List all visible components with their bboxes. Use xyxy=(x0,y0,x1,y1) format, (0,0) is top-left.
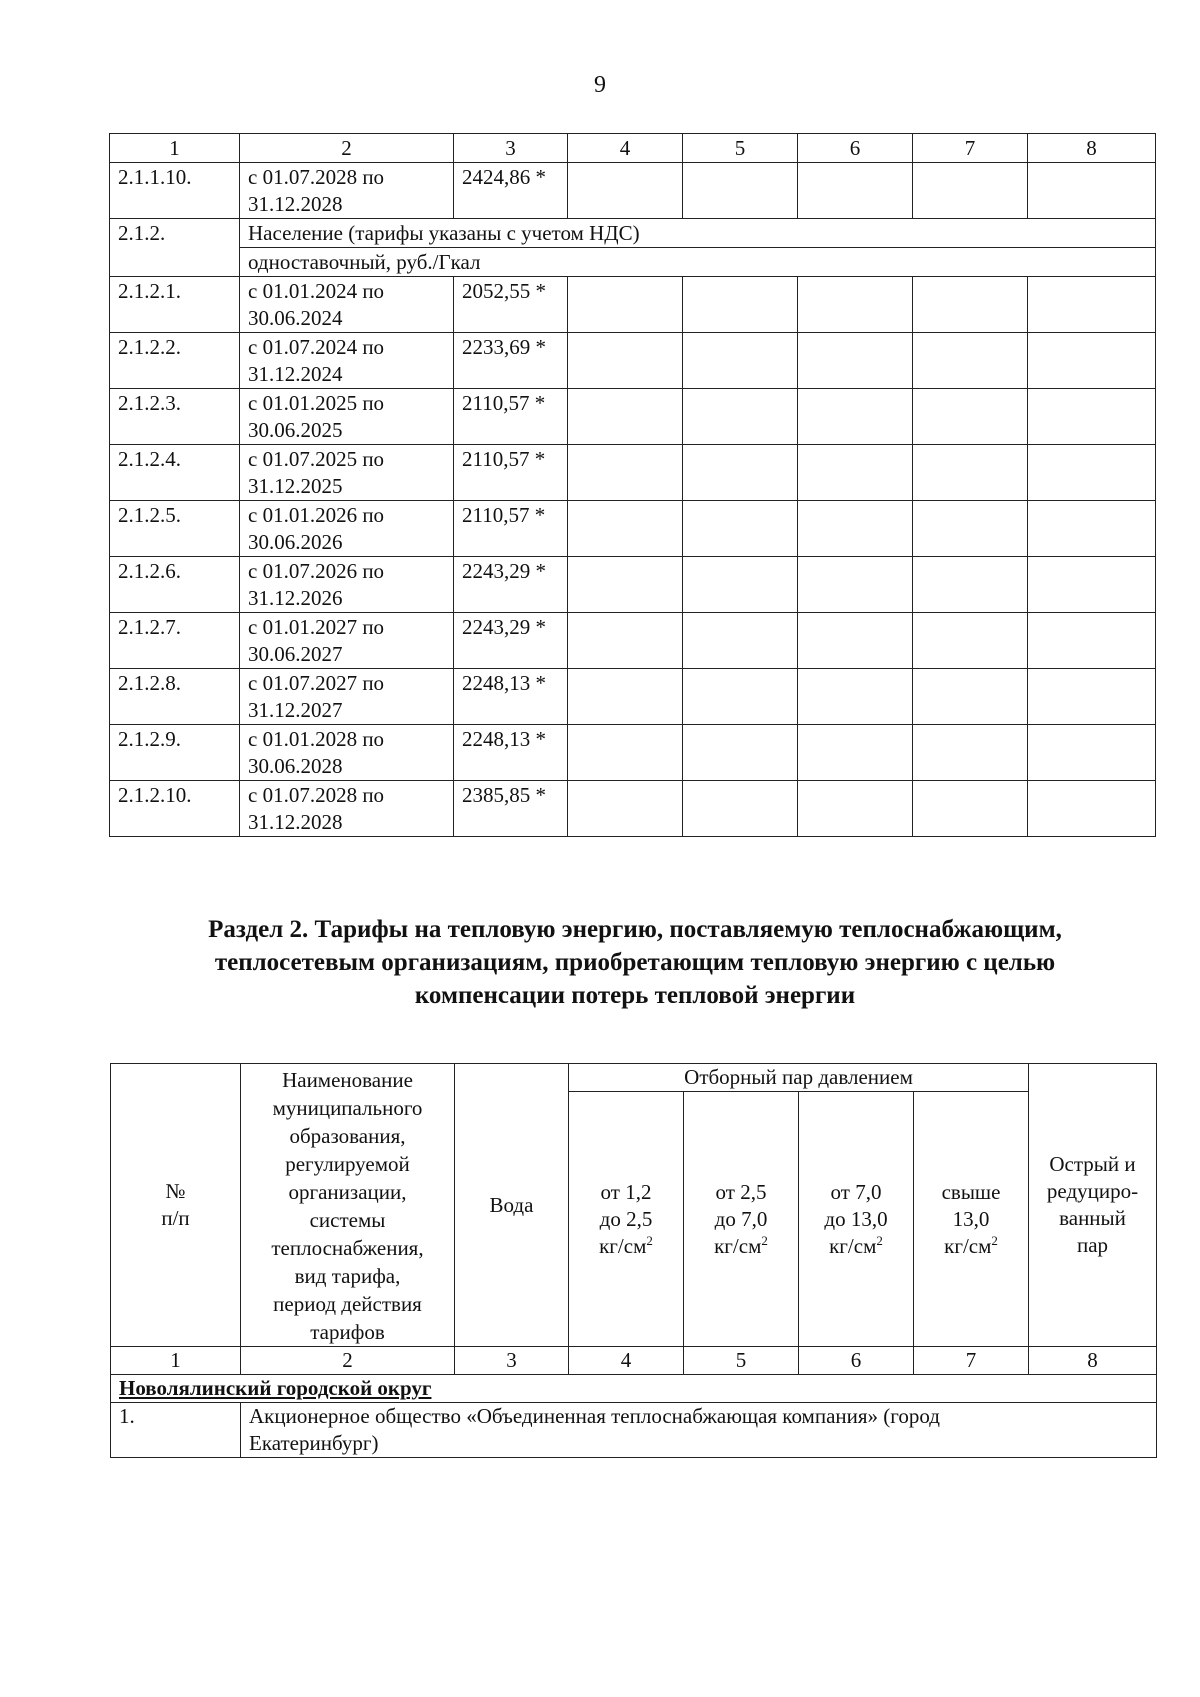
header-steam-4: свыше 13,0 $кг/см^2$ xyxy=(914,1092,1029,1347)
empty-cell xyxy=(683,501,798,557)
header-row-1 xyxy=(111,1064,1157,1092)
column-number: 8 xyxy=(1029,1347,1157,1375)
row-number: 2.1.2.2. xyxy=(110,333,240,389)
column-number: 5 xyxy=(683,134,798,163)
organization-name: Акционерное общество «Объединенная теплоснабжающая компания» (город Екатеринбург) xyxy=(241,1403,1157,1458)
table-row xyxy=(110,277,1156,333)
empty-cell xyxy=(798,389,913,445)
empty-cell xyxy=(798,613,913,669)
column-number: 8 xyxy=(1028,134,1156,163)
column-number: 5 xyxy=(684,1347,799,1375)
empty-cell xyxy=(913,613,1028,669)
header-steam-2: от 2,5 до 7,0 $кг/см^2$ xyxy=(684,1092,799,1347)
period-cell: с 01.07.2027 по 31.12.2027 xyxy=(240,669,454,725)
section-row xyxy=(110,219,1156,248)
row-number: 2.1.2.1. xyxy=(110,277,240,333)
empty-cell xyxy=(568,557,683,613)
column-number: 7 xyxy=(914,1347,1029,1375)
page-number: 9 xyxy=(594,72,606,98)
table-row xyxy=(110,501,1156,557)
tariff-type-row xyxy=(110,248,1156,277)
empty-cell xyxy=(568,333,683,389)
municipality-name: Новолялинский городской округ xyxy=(111,1375,1157,1403)
empty-cell xyxy=(683,445,798,501)
organization-row xyxy=(111,1403,1157,1458)
water-tariff-value: 2243,29 * xyxy=(454,613,568,669)
empty-cell xyxy=(913,557,1028,613)
header-name: Наименование муниципального образования, регулируемой организации, системы теплоснабжения, вид тарифа, период действия тарифов xyxy=(241,1064,455,1347)
water-tariff-value: 2248,13 * xyxy=(454,725,568,781)
row-number: 2.1.2.4. xyxy=(110,445,240,501)
header-steam-group: Отборный пар давлением xyxy=(569,1064,1029,1092)
empty-cell xyxy=(568,501,683,557)
table-row xyxy=(110,389,1156,445)
table-row xyxy=(110,333,1156,389)
water-tariff-value: 2248,13 * xyxy=(454,669,568,725)
column-number-row xyxy=(111,1347,1157,1375)
section-2-table xyxy=(110,1063,1157,1458)
section-2-heading: Раздел 2. Тарифы на тепловую энергию, поставляемую теплоснабжающим, теплосетевым организациям, приобретающим тепловую энергию с целью компенсации потерь тепловой энергии xyxy=(208,916,1062,1009)
table-row xyxy=(110,725,1156,781)
water-tariff-value: 2233,69 * xyxy=(454,333,568,389)
row-number: 2.1.2.10. xyxy=(110,781,240,837)
row-number: 2.1.2.8. xyxy=(110,669,240,725)
empty-cell xyxy=(798,781,913,837)
column-number: 6 xyxy=(799,1347,914,1375)
water-tariff-value: 2110,57 * xyxy=(454,501,568,557)
period-cell: с 01.07.2026 по 31.12.2026 xyxy=(240,557,454,613)
empty-cell xyxy=(568,669,683,725)
column-number: 7 xyxy=(913,134,1028,163)
empty-cell xyxy=(568,389,683,445)
empty-cell xyxy=(683,669,798,725)
row-number: 2.1.2.3. xyxy=(110,389,240,445)
empty-cell xyxy=(913,669,1028,725)
empty-cell xyxy=(913,781,1028,837)
empty-cell xyxy=(1028,389,1156,445)
empty-cell xyxy=(683,781,798,837)
empty-cell xyxy=(1028,333,1156,389)
row-number: 2.1.2.5. xyxy=(110,501,240,557)
tariff-type: одноставочный, руб./Гкал xyxy=(240,248,1156,277)
column-number-row xyxy=(110,134,1156,163)
water-tariff-value: 2110,57 * xyxy=(454,389,568,445)
column-number: 3 xyxy=(455,1347,569,1375)
header-live-steam: Острый и редуциро- ванный пар xyxy=(1029,1064,1157,1347)
empty-cell xyxy=(683,557,798,613)
empty-cell xyxy=(1028,613,1156,669)
period-cell: с 01.01.2028 по 30.06.2028 xyxy=(240,725,454,781)
empty-cell xyxy=(1028,501,1156,557)
period-cell: с 01.07.2025 по 31.12.2025 xyxy=(240,445,454,501)
empty-cell xyxy=(683,613,798,669)
empty-cell xyxy=(1028,445,1156,501)
table-row xyxy=(110,445,1156,501)
period-cell: с 01.07.2028 по 31.12.2028 xyxy=(240,781,454,837)
period-cell: с 01.07.2028 по 31.12.2028 xyxy=(240,163,454,219)
period-cell: с 01.07.2024 по 31.12.2024 xyxy=(240,333,454,389)
empty-cell xyxy=(913,389,1028,445)
header-steam-3: от 7,0 до 13,0 $кг/см^2$ xyxy=(799,1092,914,1347)
empty-cell xyxy=(568,445,683,501)
water-tariff-value: 2243,29 * xyxy=(454,557,568,613)
column-number: 4 xyxy=(569,1347,684,1375)
empty-cell xyxy=(1028,557,1156,613)
empty-cell xyxy=(683,277,798,333)
row-number: 2.1.1.10. xyxy=(110,163,240,219)
row-number: 2.1.2.7. xyxy=(110,613,240,669)
column-number: 6 xyxy=(798,134,913,163)
period-cell: с 01.01.2024 по 30.06.2024 xyxy=(240,277,454,333)
table-row xyxy=(110,613,1156,669)
empty-cell xyxy=(1028,725,1156,781)
period-cell: с 01.01.2025 по 30.06.2025 xyxy=(240,389,454,445)
empty-cell xyxy=(798,557,913,613)
empty-cell xyxy=(568,725,683,781)
empty-cell xyxy=(913,725,1028,781)
empty-cell xyxy=(798,277,913,333)
empty-cell xyxy=(798,501,913,557)
table-row xyxy=(110,163,1156,219)
table-row xyxy=(110,557,1156,613)
empty-cell xyxy=(798,445,913,501)
empty-cell xyxy=(798,333,913,389)
column-number: 2 xyxy=(240,134,454,163)
column-number: 1 xyxy=(110,134,240,163)
empty-cell xyxy=(798,669,913,725)
municipality-row xyxy=(111,1375,1157,1403)
period-cell: с 01.01.2027 по 30.06.2027 xyxy=(240,613,454,669)
empty-cell xyxy=(568,613,683,669)
column-number: 2 xyxy=(241,1347,455,1375)
table-row xyxy=(110,669,1156,725)
section-number: 2.1.2. xyxy=(110,219,240,277)
empty-cell xyxy=(913,277,1028,333)
column-number: 1 xyxy=(111,1347,241,1375)
water-tariff-value: 2110,57 * xyxy=(454,445,568,501)
water-tariff-value: 2052,55 * xyxy=(454,277,568,333)
empty-cell xyxy=(1028,669,1156,725)
empty-cell xyxy=(913,501,1028,557)
column-number: 4 xyxy=(568,134,683,163)
table-row xyxy=(110,781,1156,837)
empty-cell xyxy=(798,725,913,781)
empty-cell xyxy=(568,781,683,837)
organization-number: 1. xyxy=(111,1403,241,1458)
period-cell: с 01.01.2026 по 30.06.2026 xyxy=(240,501,454,557)
header-water: Вода xyxy=(455,1064,569,1347)
empty-cell xyxy=(568,277,683,333)
row-number: 2.1.2.6. xyxy=(110,557,240,613)
water-tariff-value: 2385,85 * xyxy=(454,781,568,837)
empty-cell xyxy=(1028,277,1156,333)
tariff-table-continued xyxy=(109,133,1156,837)
header-steam-1: от 1,2 до 2,5 $кг/см^2$ xyxy=(569,1092,684,1347)
water-tariff-value: 2424,86 * xyxy=(454,163,568,219)
tariff-rows xyxy=(110,277,1156,837)
empty-cell xyxy=(913,333,1028,389)
row-number: 2.1.2.9. xyxy=(110,725,240,781)
empty-cell xyxy=(683,725,798,781)
empty-cell xyxy=(1028,781,1156,837)
empty-cell xyxy=(683,333,798,389)
empty-cell xyxy=(913,445,1028,501)
section-title: Население (тарифы указаны с учетом НДС) xyxy=(240,219,1156,248)
column-number: 3 xyxy=(454,134,568,163)
header-number: № п/п xyxy=(111,1064,241,1347)
empty-cell xyxy=(683,389,798,445)
